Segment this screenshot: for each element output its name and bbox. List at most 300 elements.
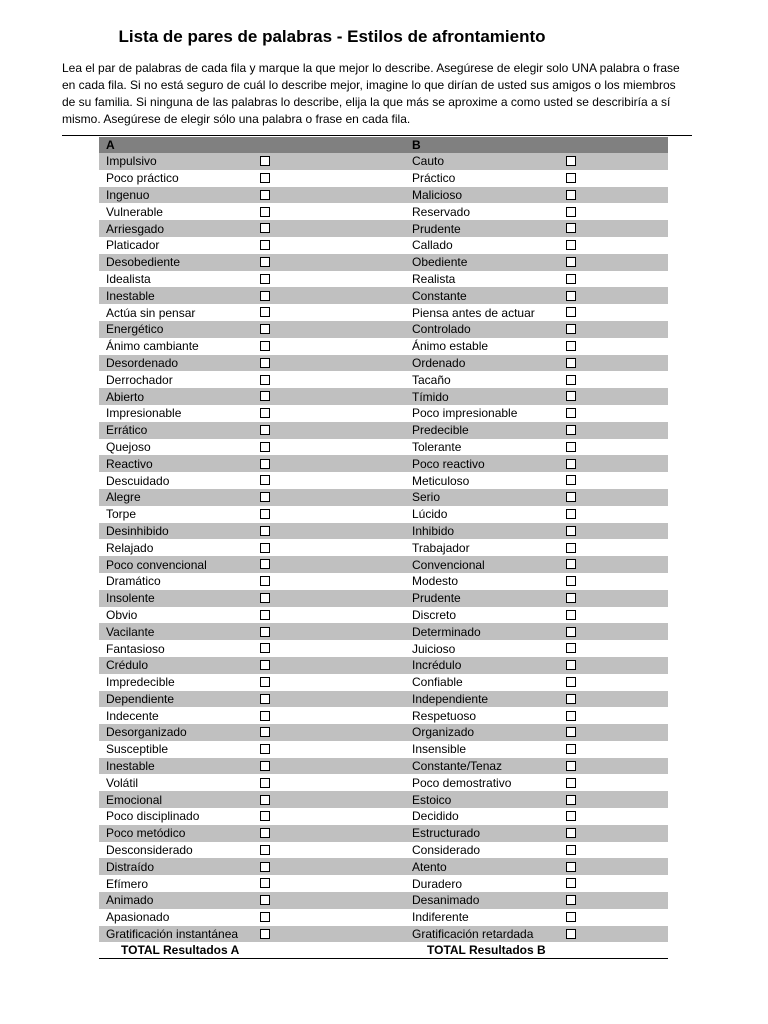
checkbox-b-cell <box>559 607 668 624</box>
checkbox-a-cell <box>253 271 405 288</box>
word-a: Poco metódico <box>99 825 253 842</box>
checkbox-a[interactable] <box>260 711 270 721</box>
checkbox-b[interactable] <box>566 795 576 805</box>
checkbox-a-cell <box>253 791 405 808</box>
word-a: Efímero <box>99 875 253 892</box>
checkbox-b-cell <box>559 556 668 573</box>
word-b: Práctico <box>405 170 559 187</box>
column-a-header: A <box>99 137 253 153</box>
checkbox-a[interactable] <box>260 643 270 653</box>
checkbox-a-cell <box>253 909 405 926</box>
checkbox-b-cell <box>559 707 668 724</box>
checkbox-b-cell <box>559 237 668 254</box>
word-a: Apasionado <box>99 909 253 926</box>
checkbox-b[interactable] <box>566 425 576 435</box>
checkbox-b-cell <box>559 657 668 674</box>
checkbox-b-cell <box>559 405 668 422</box>
table-row <box>99 187 668 204</box>
column-a-box-header <box>253 137 405 153</box>
word-a: Impredecible <box>99 674 253 691</box>
total-b-label: TOTAL Resultados B <box>405 942 668 959</box>
word-b: Respetuoso <box>405 707 559 724</box>
checkbox-b[interactable] <box>566 459 576 469</box>
checkbox-b[interactable] <box>566 492 576 502</box>
checkbox-a-cell <box>253 774 405 791</box>
checkbox-a[interactable] <box>260 509 270 519</box>
checkbox-b[interactable] <box>566 190 576 200</box>
word-a: Torpe <box>99 506 253 523</box>
checkbox-a[interactable] <box>260 660 270 670</box>
word-b: Indiferente <box>405 909 559 926</box>
word-b: Gratificación retardada <box>405 926 559 943</box>
checkbox-a[interactable] <box>260 375 270 385</box>
word-b: Modesto <box>405 573 559 590</box>
word-b: Incrédulo <box>405 657 559 674</box>
checkbox-a[interactable] <box>260 425 270 435</box>
word-b: Determinado <box>405 623 559 640</box>
checkbox-a-cell <box>253 170 405 187</box>
checkbox-b-cell <box>559 640 668 657</box>
word-b: Organizado <box>405 724 559 741</box>
checkbox-b[interactable] <box>566 526 576 536</box>
checkbox-a[interactable] <box>260 459 270 469</box>
checkbox-b[interactable] <box>566 727 576 737</box>
table-row <box>99 388 668 405</box>
checkbox-a-cell <box>253 187 405 204</box>
checkbox-a-cell <box>253 674 405 691</box>
checkbox-a[interactable] <box>260 845 270 855</box>
column-b-box-header <box>559 137 668 153</box>
checkbox-a[interactable] <box>260 408 270 418</box>
checkbox-b[interactable] <box>566 257 576 267</box>
word-a: Energético <box>99 321 253 338</box>
checkbox-b[interactable] <box>566 576 576 586</box>
checkbox-a[interactable] <box>260 173 270 183</box>
checkbox-a-cell <box>253 489 405 506</box>
checkbox-a[interactable] <box>260 795 270 805</box>
word-b: Inhibido <box>405 523 559 540</box>
table-row <box>99 573 668 590</box>
checkbox-a-cell <box>253 573 405 590</box>
checkbox-b[interactable] <box>566 291 576 301</box>
table-row <box>99 607 668 624</box>
checkbox-b[interactable] <box>566 811 576 821</box>
checkbox-b[interactable] <box>566 660 576 670</box>
checkbox-b[interactable] <box>566 375 576 385</box>
totals-row <box>99 942 668 959</box>
checkbox-a-cell <box>253 472 405 489</box>
word-b: Prudente <box>405 590 559 607</box>
checkbox-b[interactable] <box>566 509 576 519</box>
checkbox-a-cell <box>253 808 405 825</box>
checkbox-b[interactable] <box>566 627 576 637</box>
checkbox-b-cell <box>559 539 668 556</box>
word-a: Obvio <box>99 607 253 624</box>
checkbox-b-cell <box>559 220 668 237</box>
checkbox-a-cell <box>253 926 405 943</box>
checkbox-a[interactable] <box>260 156 270 166</box>
word-a: Vulnerable <box>99 203 253 220</box>
word-a: Crédulo <box>99 657 253 674</box>
checkbox-a[interactable] <box>260 341 270 351</box>
checkbox-a-cell <box>253 203 405 220</box>
word-a: Inestable <box>99 758 253 775</box>
checkbox-b[interactable] <box>566 610 576 620</box>
checkbox-b[interactable] <box>566 173 576 183</box>
table-row <box>99 287 668 304</box>
word-b: Desanimado <box>405 892 559 909</box>
column-b-header: B <box>405 137 559 153</box>
checkbox-a-cell <box>253 422 405 439</box>
checkbox-a[interactable] <box>260 559 270 569</box>
table-row <box>99 506 668 523</box>
word-a: Derrochador <box>99 371 253 388</box>
table-row <box>99 371 668 388</box>
checkbox-b-cell <box>559 271 668 288</box>
word-b: Cauto <box>405 153 559 170</box>
checkbox-a[interactable] <box>260 593 270 603</box>
checkbox-a-cell <box>253 523 405 540</box>
checkbox-a[interactable] <box>260 307 270 317</box>
word-a: Idealista <box>99 271 253 288</box>
checkbox-b[interactable] <box>566 862 576 872</box>
checkbox-a[interactable] <box>260 778 270 788</box>
checkbox-b[interactable] <box>566 240 576 250</box>
word-a: Vacilante <box>99 623 253 640</box>
checkbox-a-cell <box>253 539 405 556</box>
checkbox-a-cell <box>253 405 405 422</box>
table-row <box>99 439 668 456</box>
word-pairs-table <box>99 137 668 959</box>
word-a: Poco convencional <box>99 556 253 573</box>
word-b: Discreto <box>405 607 559 624</box>
checkbox-a[interactable] <box>260 190 270 200</box>
word-a: Quejoso <box>99 439 253 456</box>
word-a: Platicador <box>99 237 253 254</box>
table-row <box>99 892 668 909</box>
checkbox-a-cell <box>253 304 405 321</box>
table-row <box>99 623 668 640</box>
checkbox-a[interactable] <box>260 627 270 637</box>
word-a: Ánimo cambiante <box>99 338 253 355</box>
checkbox-a-cell <box>253 691 405 708</box>
table-row <box>99 355 668 372</box>
checkbox-b[interactable] <box>566 929 576 939</box>
table-row <box>99 203 668 220</box>
checkbox-a[interactable] <box>260 257 270 267</box>
header-rule <box>62 135 692 136</box>
checkbox-a[interactable] <box>260 744 270 754</box>
checkbox-a-cell <box>253 623 405 640</box>
word-a: Inestable <box>99 287 253 304</box>
table-row <box>99 858 668 875</box>
table-row <box>99 758 668 775</box>
word-a: Errático <box>99 422 253 439</box>
word-a: Impresionable <box>99 405 253 422</box>
word-a: Insolente <box>99 590 253 607</box>
word-a: Distraído <box>99 858 253 875</box>
checkbox-a[interactable] <box>260 240 270 250</box>
checkbox-b-cell <box>559 439 668 456</box>
word-b: Predecible <box>405 422 559 439</box>
word-b: Meticuloso <box>405 472 559 489</box>
word-b: Convencional <box>405 556 559 573</box>
checkbox-b[interactable] <box>566 677 576 687</box>
checkbox-a-cell <box>253 321 405 338</box>
checkbox-b-cell <box>559 573 668 590</box>
checkbox-a[interactable] <box>260 727 270 737</box>
checkbox-b[interactable] <box>566 694 576 704</box>
checkbox-a[interactable] <box>260 878 270 888</box>
checkbox-b-cell <box>559 170 668 187</box>
table-row <box>99 405 668 422</box>
checkbox-a[interactable] <box>260 828 270 838</box>
word-b: Malicioso <box>405 187 559 204</box>
checkbox-b-cell <box>559 842 668 859</box>
table-row <box>99 842 668 859</box>
checkbox-a-cell <box>253 858 405 875</box>
checkbox-b[interactable] <box>566 643 576 653</box>
checkbox-b-cell <box>559 455 668 472</box>
checkbox-b-cell <box>559 254 668 271</box>
checkbox-b[interactable] <box>566 223 576 233</box>
checkbox-a[interactable] <box>260 929 270 939</box>
word-b: Tacaño <box>405 371 559 388</box>
checkbox-b[interactable] <box>566 559 576 569</box>
table-row <box>99 254 668 271</box>
checkbox-b-cell <box>559 741 668 758</box>
checkbox-a-cell <box>253 439 405 456</box>
checkbox-a[interactable] <box>260 324 270 334</box>
table-row <box>99 271 668 288</box>
table-row <box>99 791 668 808</box>
checkbox-b-cell <box>559 825 668 842</box>
word-b: Tímido <box>405 388 559 405</box>
checkbox-a[interactable] <box>260 274 270 284</box>
checkbox-a[interactable] <box>260 543 270 553</box>
word-b: Constante/Tenaz <box>405 758 559 775</box>
word-b: Confiable <box>405 674 559 691</box>
checkbox-b-cell <box>559 674 668 691</box>
checkbox-a-cell <box>253 455 405 472</box>
word-b: Trabajador <box>405 539 559 556</box>
checkbox-a-cell <box>253 388 405 405</box>
word-a: Relajado <box>99 539 253 556</box>
checkbox-b[interactable] <box>566 895 576 905</box>
table-row <box>99 321 668 338</box>
checkbox-b[interactable] <box>566 207 576 217</box>
checkbox-a-cell <box>253 892 405 909</box>
checkbox-a[interactable] <box>260 442 270 452</box>
checkbox-b-cell <box>559 321 668 338</box>
checkbox-a[interactable] <box>260 358 270 368</box>
word-a: Poco disciplinado <box>99 808 253 825</box>
checkbox-b[interactable] <box>566 543 576 553</box>
word-a: Impulsivo <box>99 153 253 170</box>
checkbox-a-cell <box>253 254 405 271</box>
table-row <box>99 707 668 724</box>
word-a: Animado <box>99 892 253 909</box>
checkbox-b[interactable] <box>566 761 576 771</box>
instructions-paragraph: Lea el par de palabras de cada fila y marque la que mejor lo describe. Asegúrese de elegir solo UNA palabra o frase en cada fila. Si no está seguro de cuál lo describe mejor, imagine lo que dirían de usted sus amigos o los miembros de su familia. Si ninguna de las palabras lo describe, elija la que más se aproxime a como usted se describiría a sí mismo. Asegúrese de elegir sólo una palabra o frase en cada fila. <box>62 61 680 126</box>
checkbox-b-cell <box>559 338 668 355</box>
checkbox-b[interactable] <box>566 593 576 603</box>
checkbox-a[interactable] <box>260 475 270 485</box>
table-row <box>99 724 668 741</box>
checkbox-b[interactable] <box>566 391 576 401</box>
table-row <box>99 237 668 254</box>
checkbox-a-cell <box>253 506 405 523</box>
word-b: Poco reactivo <box>405 455 559 472</box>
word-a: Indecente <box>99 707 253 724</box>
checkbox-a[interactable] <box>260 526 270 536</box>
table-row <box>99 657 668 674</box>
table-row <box>99 489 668 506</box>
checkbox-b-cell <box>559 371 668 388</box>
checkbox-a-cell <box>253 355 405 372</box>
checkbox-a[interactable] <box>260 391 270 401</box>
checkbox-a[interactable] <box>260 492 270 502</box>
word-b: Duradero <box>405 875 559 892</box>
word-a: Volátil <box>99 774 253 791</box>
checkbox-b[interactable] <box>566 442 576 452</box>
word-b: Juicioso <box>405 640 559 657</box>
checkbox-b[interactable] <box>566 711 576 721</box>
checkbox-a[interactable] <box>260 895 270 905</box>
checkbox-b-cell <box>559 808 668 825</box>
word-a: Emocional <box>99 791 253 808</box>
word-a: Gratificación instantánea <box>99 926 253 943</box>
word-a: Abierto <box>99 388 253 405</box>
word-b: Ánimo estable <box>405 338 559 355</box>
word-b: Atento <box>405 858 559 875</box>
checkbox-b[interactable] <box>566 744 576 754</box>
checkbox-a[interactable] <box>260 576 270 586</box>
table-row <box>99 338 668 355</box>
checkbox-a-cell <box>253 371 405 388</box>
word-b: Poco demostrativo <box>405 774 559 791</box>
checkbox-b[interactable] <box>566 307 576 317</box>
table-row <box>99 590 668 607</box>
word-a: Dependiente <box>99 691 253 708</box>
checkbox-b-cell <box>559 875 668 892</box>
checkbox-a[interactable] <box>260 761 270 771</box>
table-row <box>99 523 668 540</box>
table-row <box>99 455 668 472</box>
word-a: Descuidado <box>99 472 253 489</box>
checkbox-b[interactable] <box>566 912 576 922</box>
word-b: Piensa antes de actuar <box>405 304 559 321</box>
table-row <box>99 825 668 842</box>
checkbox-a[interactable] <box>260 694 270 704</box>
checkbox-a-cell <box>253 741 405 758</box>
checkbox-b-cell <box>559 422 668 439</box>
checkbox-b-cell <box>559 590 668 607</box>
checkbox-b[interactable] <box>566 408 576 418</box>
checkbox-b-cell <box>559 691 668 708</box>
checkbox-b[interactable] <box>566 358 576 368</box>
word-b: Obediente <box>405 254 559 271</box>
checkbox-a[interactable] <box>260 912 270 922</box>
word-b: Serio <box>405 489 559 506</box>
checkbox-b[interactable] <box>566 324 576 334</box>
checkbox-b[interactable] <box>566 878 576 888</box>
table-row <box>99 556 668 573</box>
checkbox-b-cell <box>559 355 668 372</box>
checkbox-b-cell <box>559 203 668 220</box>
checkbox-b-cell <box>559 153 668 170</box>
table-row <box>99 472 668 489</box>
checkbox-b[interactable] <box>566 156 576 166</box>
word-pairs-body <box>99 153 668 942</box>
checkbox-a[interactable] <box>260 223 270 233</box>
checkbox-b[interactable] <box>566 475 576 485</box>
checkbox-a-cell <box>253 607 405 624</box>
word-a: Desordenado <box>99 355 253 372</box>
checkbox-a[interactable] <box>260 610 270 620</box>
checkbox-a-cell <box>253 657 405 674</box>
checkbox-a-cell <box>253 875 405 892</box>
table-row <box>99 909 668 926</box>
word-a: Alegre <box>99 489 253 506</box>
checkbox-a[interactable] <box>260 811 270 821</box>
checkbox-a[interactable] <box>260 677 270 687</box>
checkbox-a-cell <box>253 220 405 237</box>
checkbox-b-cell <box>559 187 668 204</box>
table-row <box>99 153 668 170</box>
checkbox-a-cell <box>253 556 405 573</box>
total-a-label: TOTAL Resultados A <box>99 942 405 959</box>
checkbox-b[interactable] <box>566 845 576 855</box>
checkbox-b-cell <box>559 472 668 489</box>
word-a: Desorganizado <box>99 724 253 741</box>
checkbox-a[interactable] <box>260 207 270 217</box>
checkbox-a-cell <box>253 724 405 741</box>
checkbox-b-cell <box>559 791 668 808</box>
checkbox-b-cell <box>559 724 668 741</box>
checkbox-b-cell <box>559 909 668 926</box>
table-row <box>99 674 668 691</box>
word-a: Poco práctico <box>99 170 253 187</box>
word-b: Controlado <box>405 321 559 338</box>
word-a: Reactivo <box>99 455 253 472</box>
word-b: Lúcido <box>405 506 559 523</box>
table-row <box>99 422 668 439</box>
checkbox-b[interactable] <box>566 778 576 788</box>
checkbox-b-cell <box>559 774 668 791</box>
checkbox-b-cell <box>559 926 668 943</box>
table-row <box>99 304 668 321</box>
checkbox-b-cell <box>559 287 668 304</box>
table-row <box>99 808 668 825</box>
word-b: Considerado <box>405 842 559 859</box>
word-a: Dramático <box>99 573 253 590</box>
checkbox-a-cell <box>253 825 405 842</box>
word-a: Actúa sin pensar <box>99 304 253 321</box>
checkbox-b[interactable] <box>566 341 576 351</box>
checkbox-a[interactable] <box>260 862 270 872</box>
word-b: Independiente <box>405 691 559 708</box>
table-row <box>99 774 668 791</box>
checkbox-b-cell <box>559 892 668 909</box>
checkbox-b-cell <box>559 858 668 875</box>
checkbox-a[interactable] <box>260 291 270 301</box>
checkbox-a-cell <box>253 287 405 304</box>
checkbox-b[interactable] <box>566 828 576 838</box>
checkbox-b[interactable] <box>566 274 576 284</box>
word-b: Ordenado <box>405 355 559 372</box>
checkbox-b-cell <box>559 523 668 540</box>
